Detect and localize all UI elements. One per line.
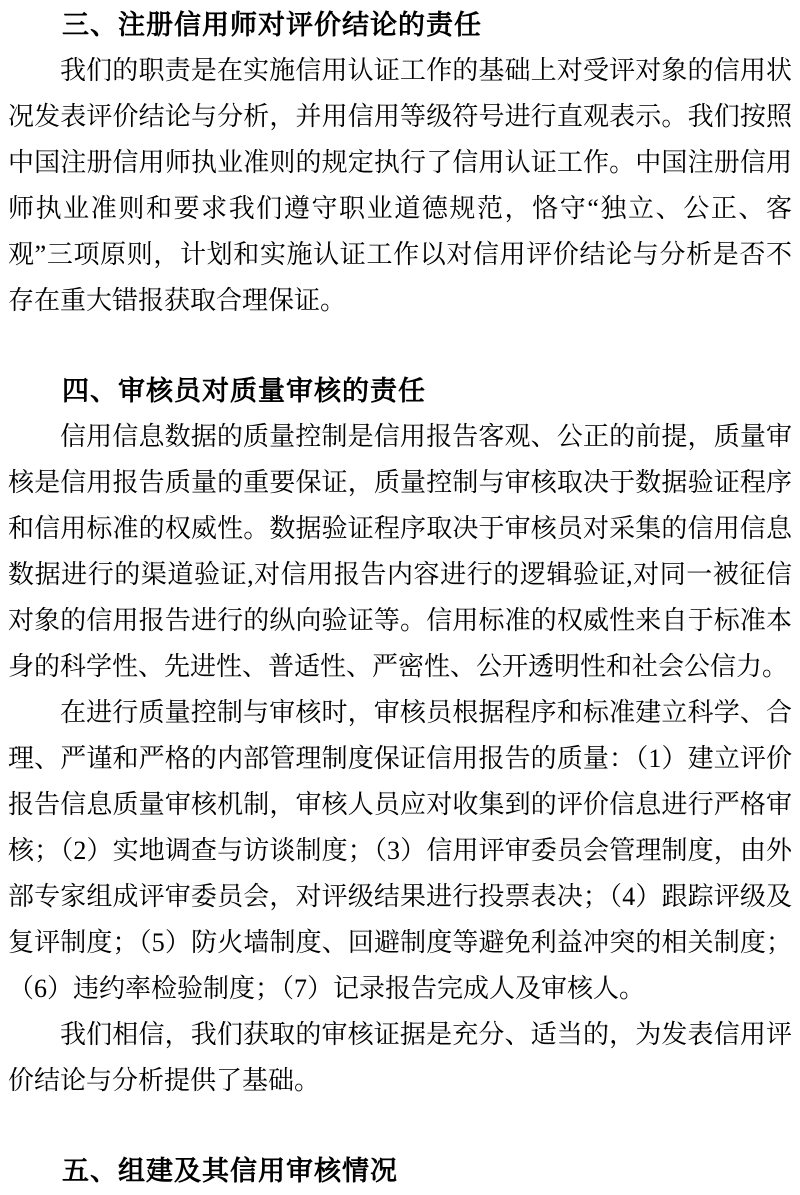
paragraph: 在进行质量控制与审核时，审核员根据程序和标准建立科学、合理、严谨和严格的内部管理制度保证信用报告的质量：（1）建立评价报告信息质量审核机制，审核人员应对收集到的评价信息进行严格审核；（2）实地调查与访谈制度；（3）信用评审委员会管理制度，由外部专家组成评审委员会，对评级结果进行投票表决；（4）跟踪评级及复评制度；（5）防火墙制度、回避制度等避免利益冲突的相关制度；（6）违约率检验制度；（7）记录报告完成人及审核人。 — [8, 698, 792, 1003]
paragraph: 我们的职责是在实施信用认证工作的基础上对受评对象的信用状况发表评价结论与分析，并用信用等级符号进行直观表示。我们按照中国注册信用师执业准则的规定执行了信用认证工作。中国注册信用师执业准则和要求我们遵守职业道德规范，恪守“独立、公正、客观”三项原则，计划和实施认证工作以对信用评价结论与分析是否不存在重大错报获取合理保证。 — [8, 56, 792, 315]
paragraph: 我们相信，我们获取的审核证据是充分、适当的，为发表信用评价结论与分析提供了基础。 — [8, 1020, 792, 1095]
section-heading-3: 三、注册信用师对评价结论的责任 — [62, 10, 482, 40]
section-heading-4: 四、审核员对质量审核的责任 — [62, 376, 426, 406]
section-heading-5: 五、组建及其信用审核情况 — [62, 1156, 398, 1186]
paragraph: 信用信息数据的质量控制是信用报告客观、公正的前提，质量审核是信用报告质量的重要保证，质量控制与审核取决于数据验证程序和信用标准的权威性。数据验证程序取决于审核员对采集的信用信息数据进行的渠道验证,对信用报告内容进行的逻辑验证,对同一被征信对象的信用报告进行的纵向验证等。信用标准的权威性来自于标准本身的科学性、先进性、普适性、严密性、公开透明性和社会公信力。 — [8, 422, 792, 681]
